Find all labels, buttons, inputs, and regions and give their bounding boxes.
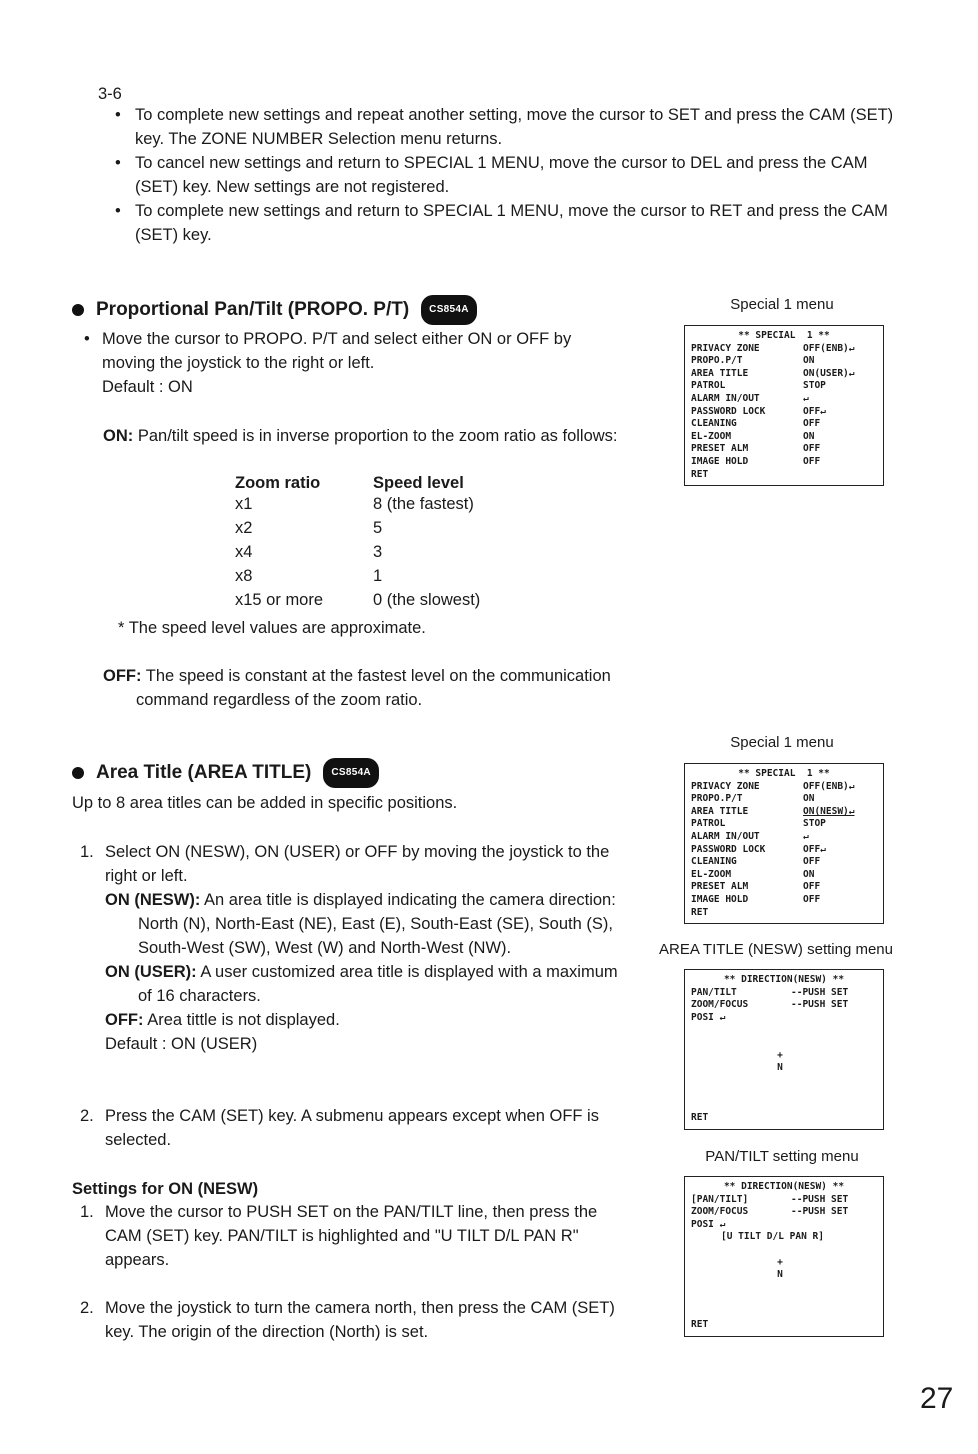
user-description: ON (USER): A user customized area title is displayed with a maximum of 16 characters.	[105, 963, 618, 1005]
menu-ret: RET	[691, 468, 709, 480]
menu-row: PROPO.P/T ON	[691, 355, 815, 367]
propo-off-description: OFF: The speed is constant at the fastest level on the communication command regardless of the zoom ratio.	[103, 667, 611, 709]
propo-on-description: ON: Pan/tilt speed is in inverse proportion to the zoom ratio as follows:	[103, 427, 618, 445]
menu-row: PROPO.P/T ON	[691, 793, 815, 805]
menu-row: POSI ↵	[691, 1011, 726, 1023]
intro-bullets	[115, 103, 905, 247]
list-item: • To complete new settings and repeat another setting, move the cursor to SET and press the CAM (SET) key. The ZONE NUMBER Selection menu returns.	[115, 106, 894, 148]
special1-menu-screen-nesw: ** SPECIAL 1 ** PRIVACY ZONE OFF(ENB)↵ PROPO.P/T ON AREA TITLE ON(NESW)↵ PATROL STOP ALARM IN/OUT ↵ PASSWORD LOCK OFF↵ CLEANING OFF EL-ZOOM ON PRESET ALM OFF IMAGE HOLD OFF RET	[684, 763, 884, 924]
nesw-settings-heading: Settings for ON (NESW)	[72, 1180, 259, 1198]
menu-row: CLEANING OFF	[691, 856, 821, 868]
special1-menu-screen: ** SPECIAL 1 ** PRIVACY ZONE OFF(ENB)↵ PROPO.P/T ON AREA TITLE ON(USER)↵ PATROL STOP ALARM IN/OUT ↵ PASSWORD LOCK OFF↵ CLEANING OFF EL-ZOOM ON PRESET ALM OFF IMAGE HOLD OFF RET	[684, 325, 884, 486]
menu-ret: RET	[691, 1319, 709, 1331]
menu-row: ALARM IN/OUT ↵	[691, 830, 809, 842]
menu-ret: RET	[691, 906, 709, 918]
speed-note: * The speed level values are approximate.	[118, 619, 426, 637]
area-step-1: 1. Select ON (NESW), ON (USER) or OFF by moving the joystick to the right or left. ON (NESW): An area title is displayed indicating the camera direction: North (N), North-East (NE), East (E), South-East (SE), South (S), South-West (SW), West (W) and North-West (NW). ON (USER): A user customized area title is displayed with a maximum of 16 characters. OFF: Area tittle is not displayed. Default : ON (USER)	[105, 840, 623, 1056]
list-item: • To cancel new settings and return to SPECIAL 1 MENU, move the cursor to DEL and press the CAM (SET) key. New settings are not registered.	[115, 154, 868, 196]
area-intro: Up to 8 area titles can be added in specific positions.	[72, 794, 458, 812]
menu-ret: RET	[691, 1112, 709, 1124]
area-title-heading: Area Title (AREA TITLE) CS854A	[72, 758, 379, 788]
nesw-step-2: 2. Move the joystick to turn the camera north, then press the CAM (SET) key. The origin of the direction (North) is set.	[80, 1299, 615, 1341]
area-step-2: 2. Press the CAM (SET) key. A submenu appears except when OFF is selected.	[80, 1107, 599, 1149]
page-number: 27	[920, 1382, 954, 1415]
zoom-speed-table	[235, 471, 480, 615]
menu-row: PATROL STOP	[691, 380, 826, 392]
menu-row: PRESET ALM OFF	[691, 443, 821, 455]
menu-row: POSI ↵	[691, 1218, 726, 1230]
propo-instructions: • Move the cursor to PROPO. P/T and select either ON or OFF by moving the joystick to the right or left. Default : ON	[102, 327, 624, 399]
direction-indicator: + N	[777, 1050, 783, 1073]
menu-row: ZOOM/FOCUS --PUSH SET	[691, 999, 849, 1011]
tilt-line: [U TILT D/L PAN R]	[721, 1231, 824, 1243]
table-row: x2 5	[235, 519, 383, 537]
special1-caption: Special 1 menu	[730, 296, 834, 313]
table-row: x8 1	[235, 567, 383, 585]
menu-row: AREA TITLE ON(USER)↵	[691, 367, 855, 379]
pantilt-menu-caption: PAN/TILT setting menu	[705, 1148, 859, 1165]
model-badge: CS854A	[421, 295, 477, 325]
bullet-icon: •	[84, 330, 90, 348]
menu-row: ALARM IN/OUT ↵	[691, 392, 809, 404]
menu-row: PRIVACY ZONE OFF(ENB)↵	[691, 342, 855, 354]
model-badge: CS854A	[323, 758, 379, 788]
special1-caption-2: Special 1 menu	[730, 734, 834, 751]
table-row: x4 3	[235, 543, 383, 561]
menu-row: EL-ZOOM ON	[691, 430, 815, 442]
menu-row: AREA TITLE ON(NESW)↵	[691, 805, 855, 817]
section-ref: 3-6	[98, 85, 122, 103]
nesw-description: ON (NESW): An area title is displayed indicating the camera direction: North (N), North-East (NE), East (E), South-East (SE), South (S), South-West (SW), West (W) and North-West (NW).	[105, 891, 616, 957]
menu-row: IMAGE HOLD OFF	[691, 455, 821, 467]
menu-row: PASSWORD LOCK OFF↵	[691, 405, 826, 417]
area-default: Default : ON (USER)	[105, 1035, 258, 1053]
bullet-icon	[72, 304, 84, 316]
propo-heading: Proportional Pan/Tilt (PROPO. P/T) CS854A	[72, 295, 477, 325]
table-row: x1 8 (the fastest)	[235, 495, 474, 513]
table-row: x15 or more 0 (the slowest)	[235, 591, 481, 609]
table-header-row: Zoom ratio Speed level	[235, 473, 464, 492]
menu-row: IMAGE HOLD OFF	[691, 893, 821, 905]
nesw-step-1: 1. Move the cursor to PUSH SET on the PAN/TILT line, then press the CAM (SET) key. PAN/TILT is highlighted and "U TILT D/L PAN R" appears.	[80, 1203, 598, 1269]
menu-row: PATROL STOP	[691, 818, 826, 830]
off-description: OFF: Area tittle is not displayed.	[105, 1011, 340, 1029]
menu-row: [PAN/TILT] --PUSH SET	[691, 1193, 849, 1205]
menu-row: EL-ZOOM ON	[691, 868, 815, 880]
direction-menu-screen: ** DIRECTION(NESW) ** PAN/TILT --PUSH SET ZOOM/FOCUS --PUSH SET POSI ↵ + N RET	[684, 969, 884, 1130]
bullet-icon	[72, 767, 84, 779]
menu-row: CLEANING OFF	[691, 418, 821, 430]
direction-indicator: + N	[777, 1257, 783, 1280]
menu-row: PRESET ALM OFF	[691, 881, 821, 893]
menu-row: ZOOM/FOCUS --PUSH SET	[691, 1206, 849, 1218]
menu-row: PASSWORD LOCK OFF↵	[691, 843, 826, 855]
list-item: • To complete new settings and return to SPECIAL 1 MENU, move the cursor to RET and press the CAM (SET) key.	[115, 202, 888, 244]
nesw-menu-caption: AREA TITLE (NESW) setting menu	[659, 941, 893, 958]
menu-row: PAN/TILT --PUSH SET	[691, 986, 849, 998]
pantilt-menu-screen: ** DIRECTION(NESW) ** [PAN/TILT] --PUSH SET ZOOM/FOCUS --PUSH SET POSI ↵ [U TILT D/L PAN R] + N RET	[684, 1176, 884, 1337]
menu-row: PRIVACY ZONE OFF(ENB)↵	[691, 780, 855, 792]
